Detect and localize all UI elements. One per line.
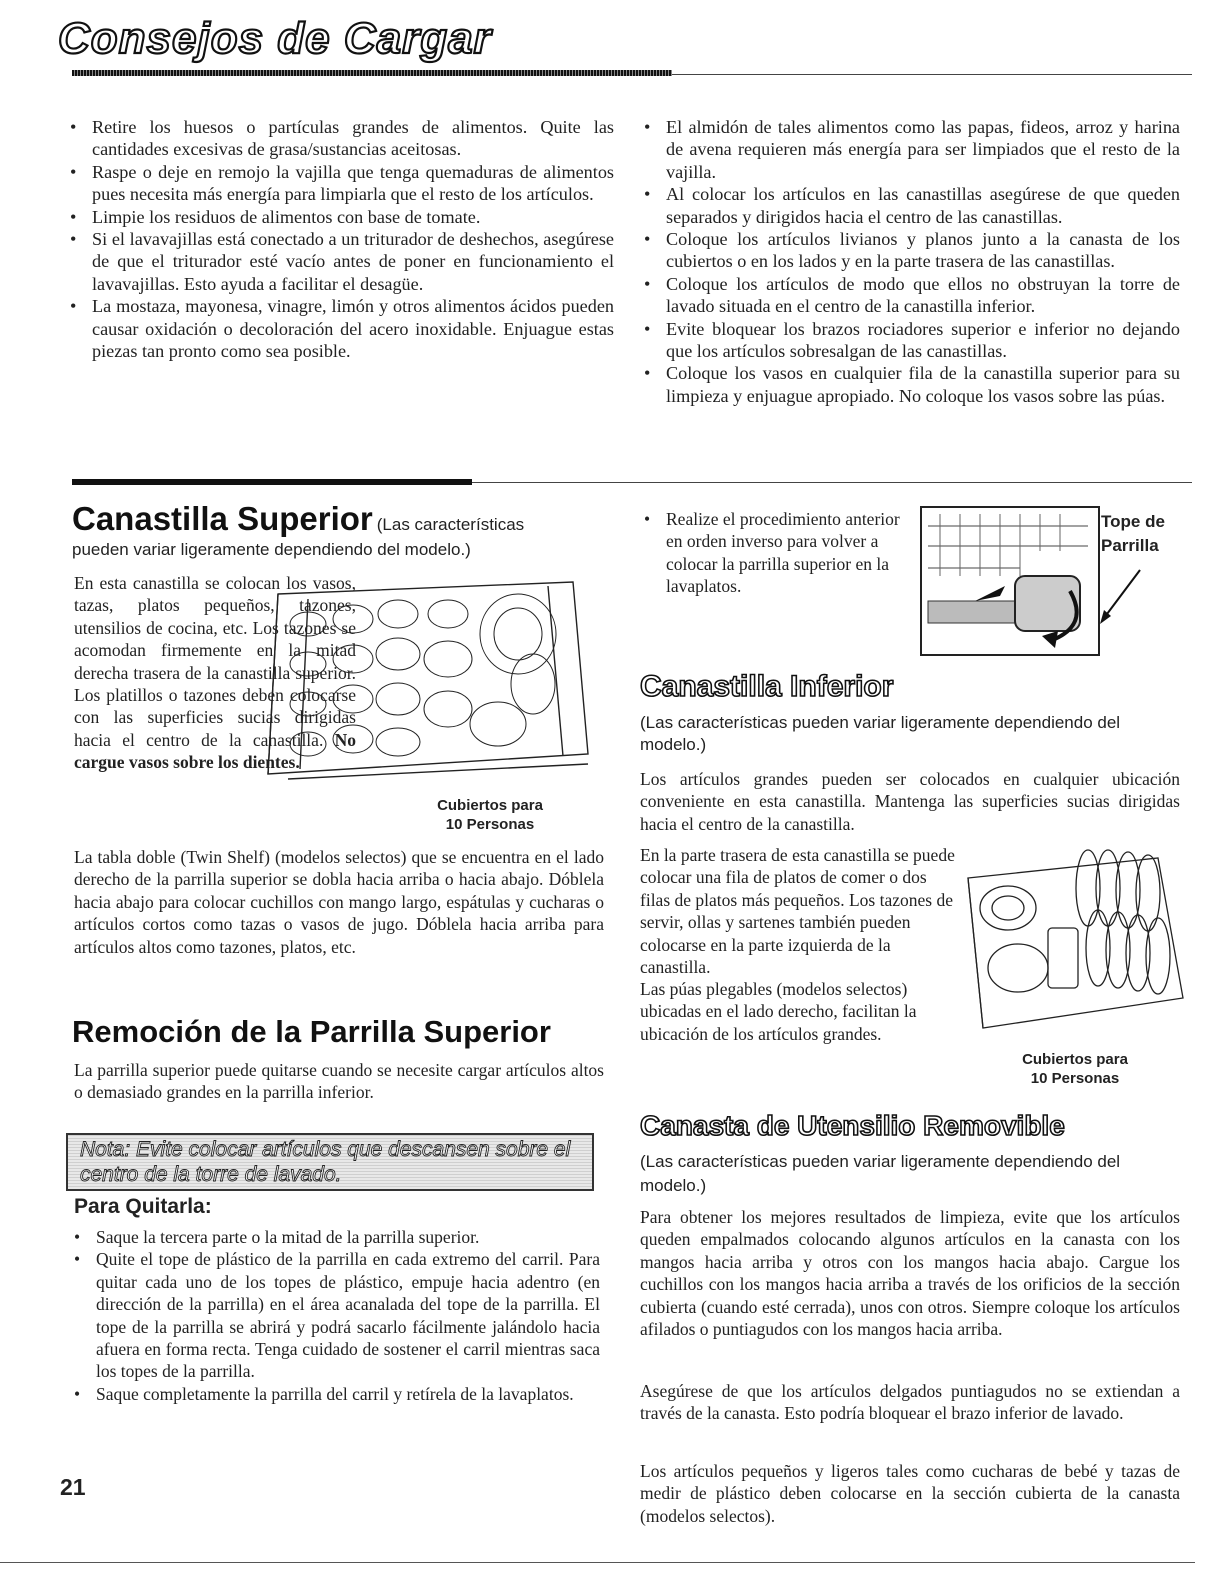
removal-intro: La parrilla superior puede quitarse cuando se necesite cargar artículos altos o demasiado grandes en la parrilla inferior. [74,1060,604,1103]
basket-note: (Las características pueden variar ligeramente dependiendo del modelo.) [640,1152,1121,1195]
upper-rack-illustration [248,574,598,796]
pointer-arrow [1096,566,1146,626]
list-item: • Si el lavavajillas está conectado a un triturador de deshechos, asegúrese de que el triturador esté vacío antes de poner en funcionamiento el lavavajillas. Esto ayuda a facilitar el desagüe. [66,228,614,295]
upper-rack-para1: En esta canastilla se colocan los vasos, tazas, platos pequeños, tazones, utensilios de cocina, etc. Los tazones se acomodan firmemente en la mitad derecha trasera de la canastilla superior. Los platillos o tazones deben colocarse con las superficies sucias dirigidas hacia el centro de la canastilla. [74,573,356,750]
caption-line: Cubiertos para [437,797,543,814]
rack-stop-illustration [920,506,1100,656]
list-item: • Raspe o deje en remojo la vajilla que tenga quemaduras de alimentos pues necesita más energía para limpiarla que el resto de los artículos. [66,161,614,206]
stop-label-line: Parrilla [1101,536,1159,555]
lower-rack-caption [990,1050,1160,1088]
lower-rack-para1: Los artículos grandes pueden ser colocados en cualquier ubicación conveniente en esta canastilla. Mantenga las superficies sucias dirigidas hacia el centro de la canastilla. [640,769,1180,834]
list-item: • Realize el procedimiento anterior en orden inverso para volver a colocar la parrilla superior en la lavaplatos. [640,508,910,598]
title-rule-thin [672,74,1192,75]
title-rule [72,70,672,76]
list-item: • Evite bloquear los brazos rociadores superior e inferior no dejando que los artículos sobresalgan de las canastillas. [640,318,1180,363]
reverse-step-list [640,508,910,598]
page-title: Consejos de Cargar [58,14,492,63]
list-item: • Quite el tope de plástico de la parrilla en cada extremo del carril. Para quitar cada uno de los topes de plástico, empuje hacia adentro (en dirección de la parrilla) en el área acanalada del tope de la parrilla. El tope de la parrilla se abrirá y podrá sacarlo fácilmente jalándolo hacia afuera en forma recta. Tenga cuidado de sostener el carril mientras saca los topes de la parrilla. [70,1248,600,1382]
basket-para3: Los artículos pequeños y ligeros tales como cucharas de bebé y tazas de medir de plástico deben colocarse en la sección cubierta de la canasta (modelos selectos). [640,1461,1180,1526]
upper-rack-caption [400,796,580,834]
list-item: • Coloque los artículos de modo que ellos no obstruyan la torre de lavado situada en el centro de la canastilla inferior. [640,273,1180,318]
remove-subheading: Para Quitarla: [74,1195,212,1218]
lower-rack-illustration [958,838,1188,1038]
list-item: • Saque completamente la parrilla del carril y retírela de la lavaplatos. [70,1383,600,1405]
stop-label [1101,510,1165,558]
upper-rack-note-1: (Las características [376,515,525,534]
basket-para1: Para obtener los mejores resultados de limpieza, evite que los artículos queden empalmados colocando algunos artículos en la canasta con los mangos hacia arriba y otros con los mangos hacia abajo. Cargue los cuchillos con los mangos hacia arriba a través de los orificios de la sección cubierta (cuando esté cerrada), unos con otros. Siempre coloque los artículos afilados o puntiagudos con los mangos hacia arriba. [640,1207,1180,1340]
upper-rack-heading: Canastilla Superior [72,500,373,537]
list-item: • La mostaza, mayonesa, vinagre, limón y otros alimentos ácidos pueden causar oxidación o decoloración del acero inoxidable. Enjuague estas piezas tan pronto como sea posible. [66,295,614,362]
upper-rack-warning: No cargue vasos sobre los dientes. [74,729,357,773]
list-item: • Limpie los residuos de alimentos con base de tomate. [66,206,614,228]
upper-rack-heading-block [72,500,632,560]
list-item: • Retire los huesos o partículas grandes de alimentos. Quite las cantidades excesivas de grasa/sustancias aceitosas. [66,116,614,161]
removal-steps [70,1226,600,1405]
list-item: • Al colocar los artículos en las canastillas asegúrese de que queden separados y dirigidos hacia el centro de las canastillas. [640,183,1180,228]
stop-label-line: Tope de [1101,512,1165,531]
removal-heading: Remoción de la Parrilla Superior [72,1014,551,1049]
caption-line: 10 Personas [445,816,535,833]
note-text: Nota: Evite colocar artículos que descansen sobre el centro de la torre de lavado. [80,1138,571,1186]
twin-shelf-text: La tabla doble (Twin Shelf) (modelos selectos) que se encuentra en el lado derecho de la parrilla superior se dobla hacia arriba o hacia abajo. Dóblela hacia abajo para colocar cuchillos con mango largo, espátulas y cucharas o artículos cortos como tazas o vasos de jugo. Dóblela hacia arriba para artículos altos como tazones, platos, etc. [74,847,604,957]
tips-left-list [66,116,614,362]
list-item: • Saque la tercera parte o la mitad de la parrilla superior. [70,1226,600,1248]
basket-para2: Asegúrese de que los artículos delgados puntiagudos no se extiendan a través de la canasta. Esto podría bloquear el brazo inferior de lavado. [640,1381,1180,1424]
page-number: 21 [60,1474,86,1500]
lower-rack-note: (Las características pueden variar ligeramente dependiendo del modelo.) [640,713,1121,754]
footer-rule [0,1562,1195,1563]
section-rule-thin [472,482,1192,483]
lower-rack-para2: En la parte trasera de esta canastilla se puede colocar una fila de platos de comer o dos filas de platos más pequeños. Los tazones de servir, ollas y sartenes también pueden colocarse en la parte izquierda de la canastilla. [640,845,955,978]
caption-line: 10 Personas [1030,1070,1120,1087]
caption-line: Cubiertos para [1022,1051,1128,1068]
list-item: • Coloque los artículos livianos y planos junto a la canasta de los cubiertos o en los lados y en la parte trasera de las canastillas. [640,228,1180,273]
note-box [66,1133,594,1191]
upper-rack-note-2: pueden variar ligeramente dependiendo del modelo.) [72,540,471,559]
list-item: • El almidón de tales alimentos como las papas, fideos, arroz y harina de avena requieren más energía para ser limpiados que el resto de la vajilla. [640,116,1180,183]
basket-heading: Canasta de Utensilio Removible [640,1110,1065,1141]
lower-rack-para3: Las púas plegables (modelos selectos) ubicadas en el lado derecho, facilitan la ubicación de los artículos grandes. [640,979,917,1044]
list-item: • Coloque los vasos en cualquier fila de la canastilla superior para su limpieza y enjuague apropiado. No coloque los vasos sobre las púas. [640,362,1180,407]
tips-right-list [640,116,1180,407]
section-rule [72,479,472,485]
lower-rack-heading: Canastilla Inferior [640,670,894,703]
